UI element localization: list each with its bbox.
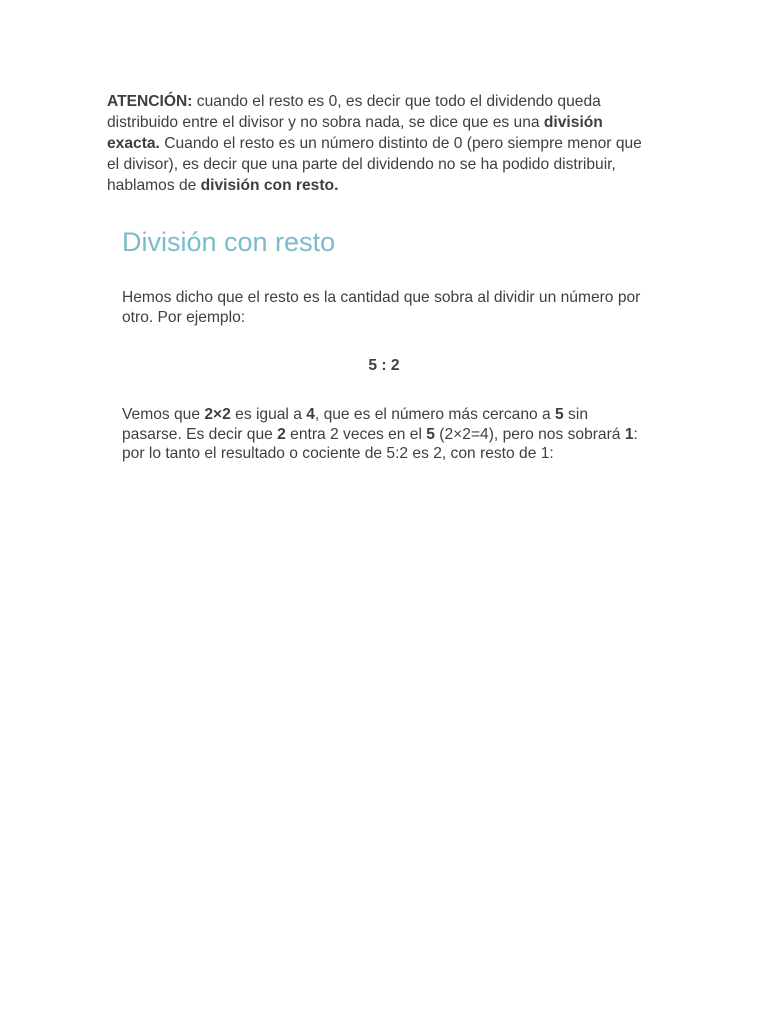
section-heading: División con resto bbox=[122, 227, 336, 257]
explain-text: Vemos que bbox=[122, 406, 205, 423]
attention-text-2: Cuando el resto es un número distinto de 0 (pero siempre menor que el divisor), es decir que una parte del dividendo no se ha podido distribuir, hablamos de bbox=[107, 135, 642, 194]
explain-bold: 1 bbox=[624, 425, 634, 443]
exact-division-term: división exacta. bbox=[107, 114, 603, 152]
explain-text: sin pasarse. Es decir que bbox=[122, 406, 588, 443]
explain-text: , que es el número más cercano a bbox=[314, 406, 556, 423]
explain-bold: 2×2 bbox=[204, 406, 231, 423]
explain-text: entra 2 veces en el bbox=[285, 425, 427, 443]
intro-paragraph: Hemos dicho que el resto es la cantidad que sobra al dividir un número por otro. Por ejemplo: bbox=[122, 289, 641, 326]
explain-bold: 2 bbox=[277, 425, 286, 443]
explain-text: es igual a bbox=[230, 406, 307, 423]
attention-label: ATENCIÓN: bbox=[107, 93, 193, 110]
explain-text: (2×2=4), pero nos sobrará bbox=[434, 425, 625, 443]
attention-text-1: cuando el resto es 0, es decir que todo el dividendo queda distribuido entre el divisor y no sobra nada, se dice que es una bbox=[107, 93, 601, 131]
explanation-paragraph bbox=[122, 405, 652, 464]
explain-text: : por lo tanto el resultado o cociente de 5:2 es 2, con resto de 1: bbox=[122, 425, 638, 462]
division-example: 5 : 2 bbox=[368, 357, 400, 374]
attention-paragraph bbox=[107, 91, 647, 196]
explain-bold: 4 bbox=[306, 406, 315, 423]
explain-bold: 5 bbox=[426, 425, 435, 443]
explain-bold: 5 bbox=[555, 406, 564, 423]
division-with-remainder-term: división con resto. bbox=[200, 177, 339, 194]
